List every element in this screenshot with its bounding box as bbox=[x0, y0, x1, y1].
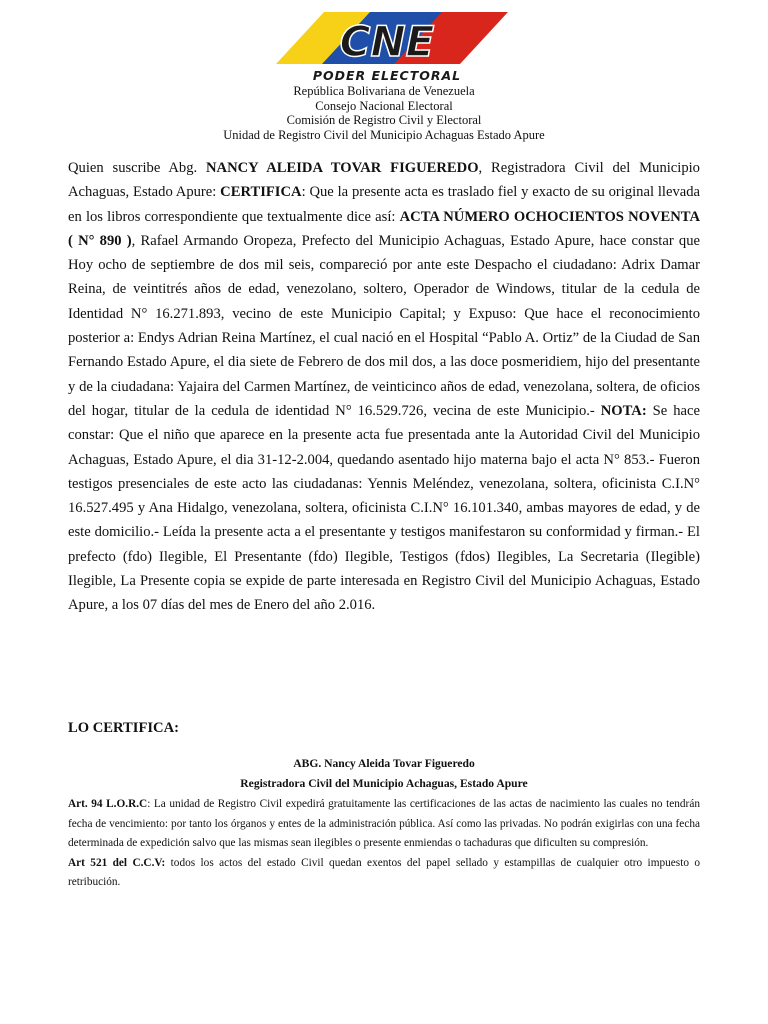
body-text-segment: Se hace constar: Que el niño que aparece en la presente acta fue presentada ante la Autoridad Civil del Municipio Achaguas, Estado Apure, el dia 31-12-2.004, quedando asentado hijo materna bajo el acta N° 853.- Fueron testigos presenciales de este acto las ciudadanas: Yennis Meléndez, venezolana, soltera, oficinista C.I.N° 16.527.495 y Ana Hidalgo, venezolana, soltera, oficinista C.I.N° 16.101.340, ambas mayores de edad, y de este domicilio.- Leída la presente acta a el presentante y testigos manifestaron su conformidad y firman.- El prefecto (fdo) Ilegible, El Presentante (fdo) Ilegible, Testigos (fdos) Ilegibles, La Secretaria (Ilegible) Ilegible, La Presente copia se expide de parte interesada en Registro Civil del Municipio Achaguas, Estado Apure, a los 07 días del mes de Enero del año 2.016. bbox=[68, 402, 700, 614]
certifica-keyword: CERTIFICA bbox=[220, 184, 302, 201]
legal-note bbox=[68, 854, 700, 893]
certification-body bbox=[68, 156, 700, 618]
header-line: Comisión de Registro Civil y Electoral bbox=[286, 113, 482, 127]
header-line: República Bolivariana de Venezuela bbox=[293, 84, 475, 98]
signatory-title: Registradora Civil del Municipio Achaguas, Estado Apure bbox=[240, 777, 528, 790]
cne-logo bbox=[262, 6, 512, 84]
header-line: Consejo Nacional Electoral bbox=[315, 98, 453, 113]
legal-note bbox=[68, 795, 700, 854]
lo-certifica-heading: LO CERTIFICA: bbox=[68, 720, 179, 736]
registrar-name: NANCY ALEIDA TOVAR FIGUEREDO bbox=[206, 160, 479, 176]
legal-note-label: Art 521 del C.C.V: bbox=[68, 856, 166, 869]
acta-number: ACTA NÚMERO OCHOCIENTOS NOVENTA ( N° 890 ) bbox=[68, 208, 700, 249]
legal-notes bbox=[68, 795, 700, 893]
body-text-segment: Quien suscribe Abg. bbox=[68, 160, 207, 176]
logo-subtitle: PODER ELECTORAL bbox=[312, 68, 462, 83]
nota-keyword: NOTA: bbox=[600, 402, 647, 419]
institution-header bbox=[0, 84, 768, 142]
body-text-segment: , Rafael Armando Oropeza, Prefecto del Municipio Achaguas, Estado Apure, hace constar que Hoy ocho de septiembre de dos mil seis, compareció por ante este Despacho el ciudadano: Adrix Damar Reina, de veintitrés años de edad, venezolano, soltero, Operador de Windows, titular de la cedula de Identidad N° 16.271.893, vecino de este Municipio Capital; y Expuso: Que hace el reconocimiento posterior a: Endys Adrian Reina Martínez, el cual nació en el Hospital “Pablo A. Ortiz” de la Ciudad de San Fernando Estado Apure, el dia siete de Febrero de dos mil dos, a las doce posmeridiem, hijo del presentante y de la ciudadana: Yajaira del Carmen Martínez, de veinticinco años de edad, venezolana, soltera, de oficios del hogar, titular de la cedula de identidad N° 16.529.726, vecina de este Municipio.- bbox=[68, 232, 700, 419]
legal-note-text: todos los actos del estado Civil quedan exentos del papel sellado y estampillas de cualquier otro impuesto o retribución. bbox=[68, 856, 701, 888]
body-text-segment: , Registradora Civil del Municipio Achaguas, Estado Apure: bbox=[68, 160, 700, 201]
body-text-segment: : Que la presente acta es traslado fiel y exacto de su original llevada en los libros correspondiente que textualmente dice así: bbox=[68, 184, 700, 225]
signatory-name: ABG. Nancy Aleida Tovar Figueredo bbox=[293, 757, 475, 770]
legal-note-label: Art. 94 L.O.R.C bbox=[68, 798, 148, 810]
logo-acronym: CNE bbox=[339, 17, 435, 66]
legal-note-text: : La unidad de Registro Civil expedirá gratuitamente las certificaciones de las actas de nacimiento las cuales no tendrán fecha de vencimiento: por tanto los órganos y entes de la administración pública. Así como las privadas. No podrán exigirlas con una fecha determinada de expedición salvo que las mismas sean ilegibles o presente enmiendas o tachaduras que dificulten su compresión. bbox=[68, 798, 700, 849]
header-line: Unidad de Registro Civil del Municipio Achaguas Estado Apure bbox=[223, 127, 545, 142]
